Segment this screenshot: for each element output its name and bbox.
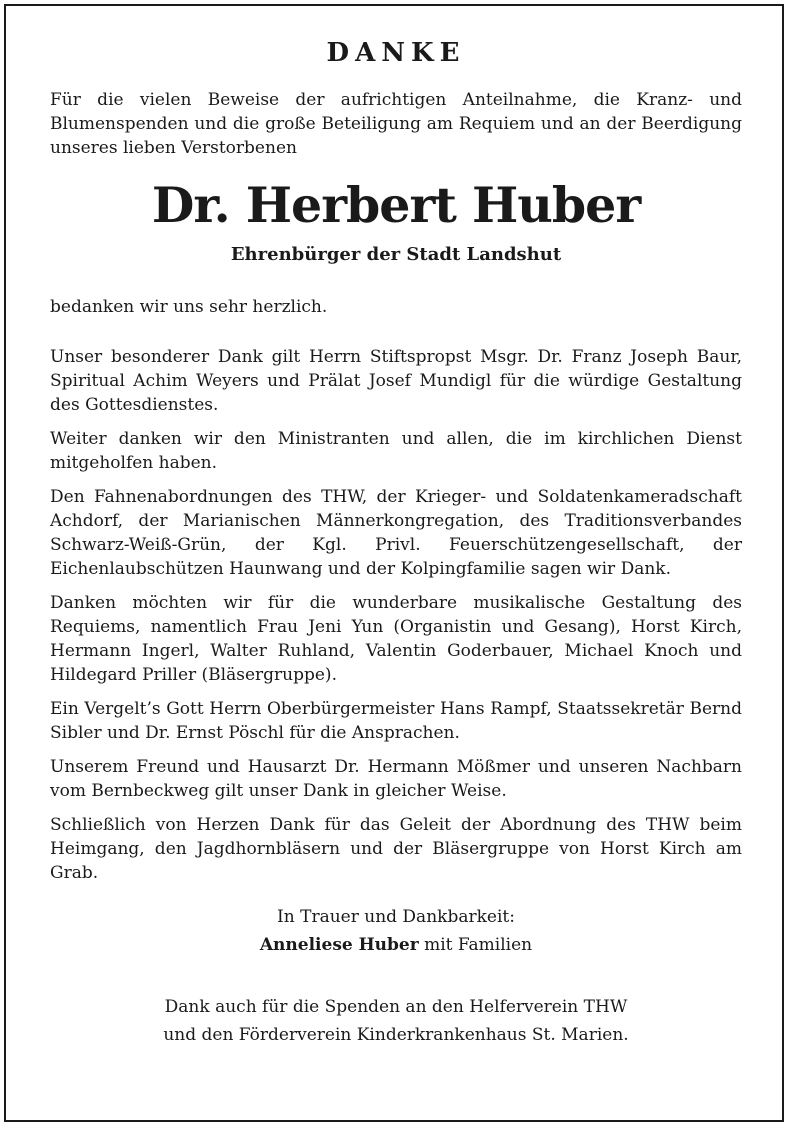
thanks-line: bedanken wir uns sehr herzlich.	[50, 297, 328, 318]
paragraph-friends: Unserem Freund und Hausarzt Dr. Hermann Mößmer und unseren Nachbarn vom Bernbeckweg gilt unser Dank in gleicher Weise.	[50, 757, 742, 802]
paragraph-clergy: Unser besonderer Dank gilt Herrn Stiftspropst Msgr. Dr. Franz Joseph Baur, Spiritual Achim Weyers und Prälat Josef Mundigl für die würdige Gestaltung des Gottesdienstes.	[50, 347, 742, 416]
paragraph-delegations: Den Fahnenabordnungen des THW, der Krieger- und Soldatenkameradschaft Achdorf, der Marianischen Männerkongregation, des Traditionsverbandes Schwarz-Weiß-Grün, der Kgl. Privl. Feuerschützengesellschaft, der Eichenlaubschützen Haunwang und der Kolpingfamilie sagen wir Dank.	[50, 487, 742, 580]
signer-name: Anneliese Huber	[259, 935, 419, 956]
closing-line: In Trauer und Dankbarkeit:	[277, 907, 515, 928]
deceased-title: Ehrenbürger der Stadt Landshut	[230, 244, 562, 266]
notice-heading: DANKE	[326, 38, 466, 68]
deceased-name: Dr. Herbert Huber	[151, 176, 641, 234]
signature-line	[50, 931, 742, 959]
thank-you-notice	[50, 40, 742, 1049]
paragraph-music: Danken möchten wir für die wunderbare musikalische Gestaltung des Requiems, namentlich Frau Jeni Yun (Organistin und Gesang), Horst Kirch, Hermann Ingerl, Walter Ruhland, Valentin Goderbauer, Michael Knoch und Hildegard Priller (Bläsergruppe).	[50, 593, 742, 686]
donation-note-line-2: und den Förderverein Kinderkrankenhaus St. Marien.	[163, 1025, 629, 1046]
signer-suffix: mit Familien	[418, 935, 533, 956]
donation-note-line-1: Dank auch für die Spenden an den Helferverein THW	[164, 997, 628, 1018]
paragraph-speeches: Ein Vergelt’s Gott Herrn Oberbürgermeister Hans Rampf, Staatssekretär Bernd Sibler und Dr. Ernst Pöschl für die Ansprachen.	[50, 699, 742, 744]
paragraph-ministrants: Weiter danken wir den Ministranten und allen, die im kirchlichen Dienst mitgeholfen haben.	[50, 429, 742, 474]
donation-note	[50, 993, 742, 1049]
intro-paragraph: Für die vielen Beweise der aufrichtigen Anteilnahme, die Kranz- und Blumenspenden und die große Beteiligung am Requiem und an der Beerdigung unseres lieben Verstorbenen	[50, 90, 742, 158]
closing-block	[50, 903, 742, 959]
paragraph-escort: Schließlich von Herzen Dank für das Geleit der Abordnung des THW beim Heimgang, den Jagdhornbläsern und der Bläsergruppe von Horst Kirch am Grab.	[50, 815, 742, 884]
